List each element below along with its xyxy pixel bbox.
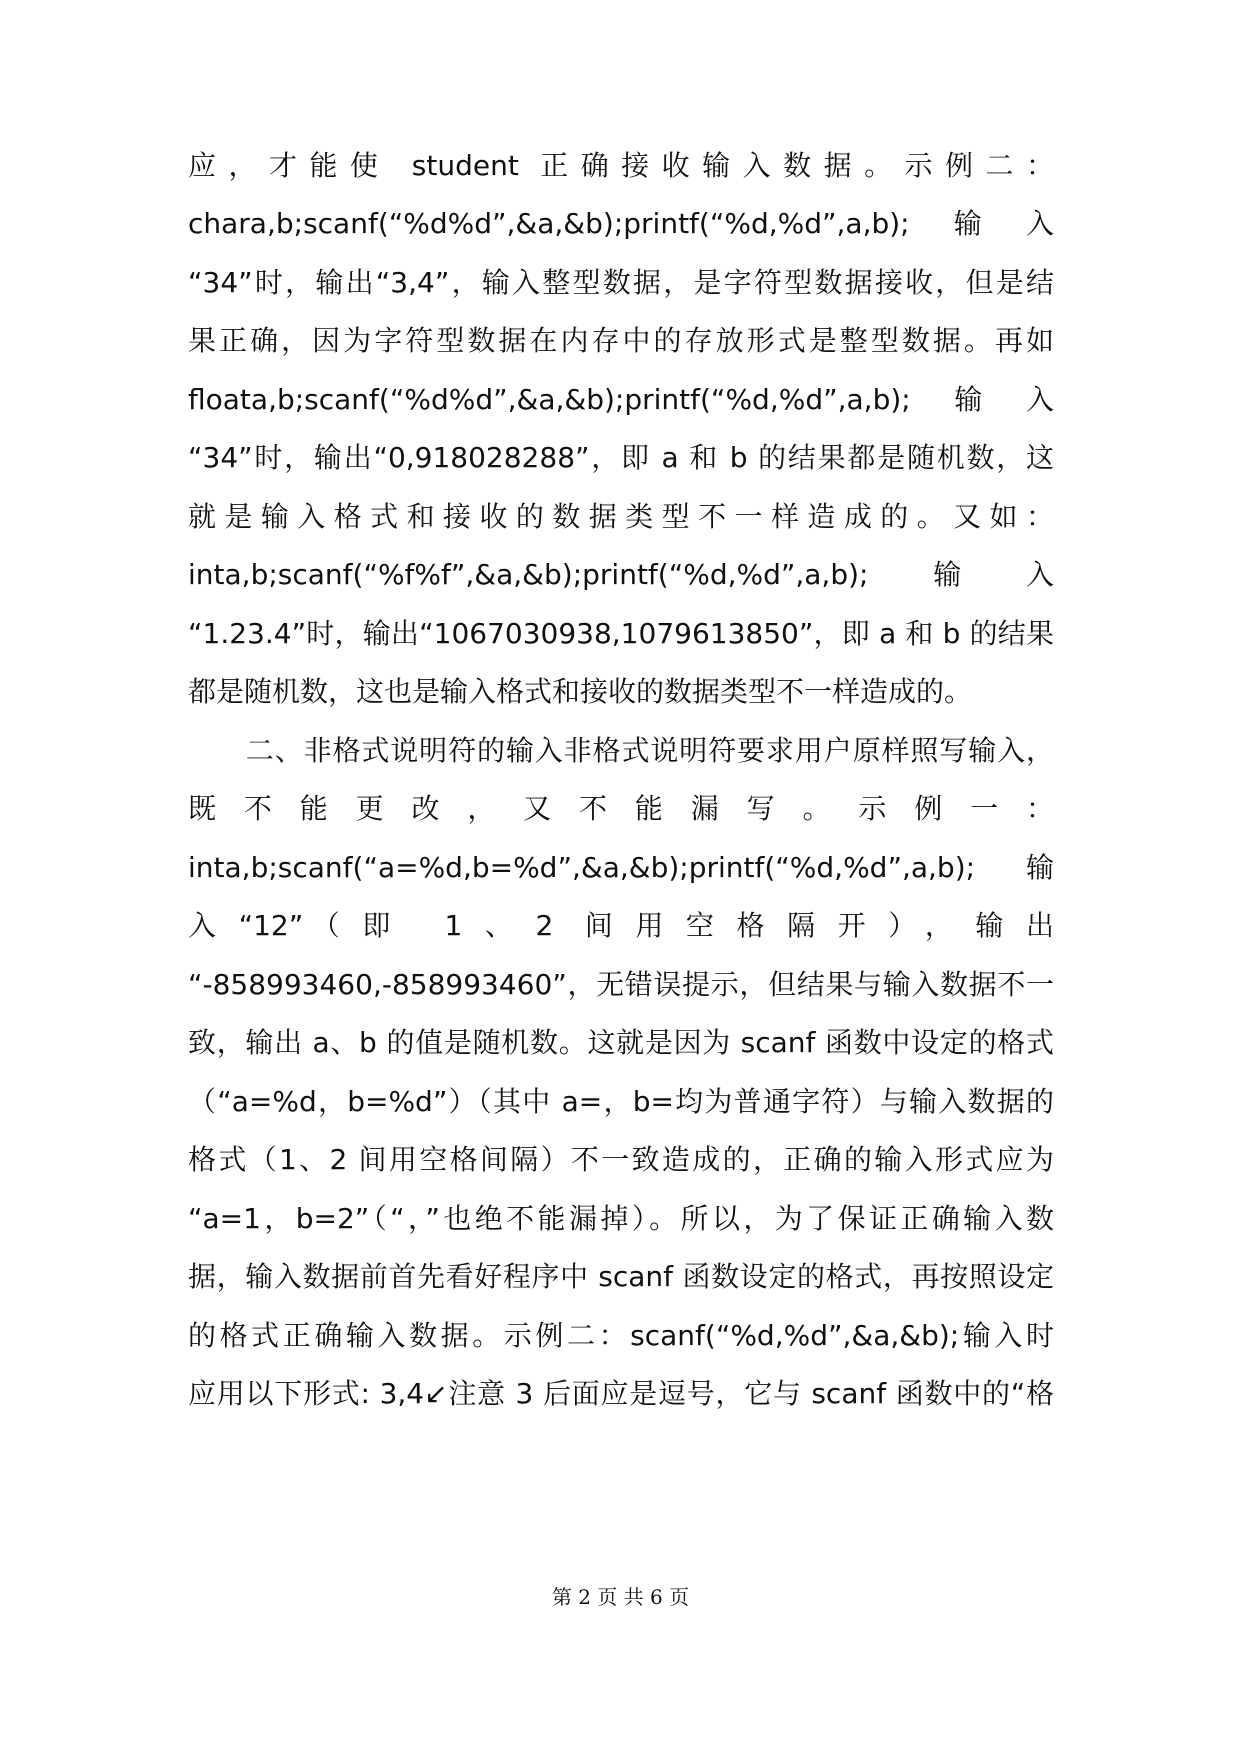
text-line-8: inta,b;scanf(“%f%f”,&a,&b);printf(“%d,%d”,a,b);输入 [188,558,1054,591]
page-number-footer: 第 2 页 共 6 页 [551,1585,690,1609]
text-line-4: 果正确，因为字符型数据在内存中的存放形式是整型数据。再如 [188,324,1054,357]
text-line-19: “a=1，b=2”（“，”也绝不能漏掉）。所以，为了保证正确输入数 [188,1202,1054,1235]
text-line-21: 的格式正确输入数据。示例二：scanf(“%d,%d”,&a,&b);输入时 [188,1319,1054,1352]
text-line-11: 二、非格式说明符的输入非格式说明符要求用户原样照写输入， [188,734,1054,767]
text-line-12: 既不能更改，又不能漏写。示例一： [188,792,1054,825]
text-line-20: 据，输入数据前首先看好程序中 scanf 函数设定的格式，再按照设定 [188,1260,1054,1293]
text-line-3: “34”时，输出“3,4”，输入整型数据，是字符型数据接收，但是结 [188,266,1054,299]
text-line-5: floata,b;scanf(“%d%d”,&a,&b);printf(“%d,%d”,a,b);输入 [188,383,1054,416]
text-line-10: 都是随机数，这也是输入格式和接收的数据类型不一样造成的。 [188,675,973,708]
text-line-9: “1.23.4”时，输出“1067030938,1079613850”，即 a 和 b 的结果 [188,617,1054,650]
text-line-16: 致，输出 a、b 的值是随机数。这就是因为 scanf 函数中设定的格式 [188,1026,1054,1059]
text-line-14: 入“12”（即 1、2 间用空格隔开），输出 [188,909,1054,942]
text-line-18: 格式（1、2 间用空格间隔）不一致造成的，正确的输入形式应为 [188,1143,1054,1176]
text-line-13: inta,b;scanf(“a=%d,b=%d”,&a,&b);printf(“%d,%d”,a,b);输 [188,851,1054,884]
text-line-7: 就是输入格式和接收的数据类型不一样造成的。又如： [188,500,1054,533]
text-line-22: 应用以下形式: 3,4↙注意 3 后面应是逗号，它与 scanf 函数中的“格 [188,1377,1054,1410]
text-line-17: （“a=%d，b=%d”）（其中 a=，b=均为普通字符）与输入数据的 [188,1085,1054,1118]
text-line-6: “34”时，输出“0,918028288”，即 a 和 b 的结果都是随机数，这 [188,441,1054,474]
text-line-2: chara,b;scanf(“%d%d”,&a,&b);printf(“%d,%d”,a,b);输入 [188,207,1054,240]
text-line-15: “-858993460,-858993460”，无错误提示，但结果与输入数据不一 [188,968,1054,1001]
text-line-1: 应，才能使 student 正确接收输入数据。示例二： [188,149,1054,182]
